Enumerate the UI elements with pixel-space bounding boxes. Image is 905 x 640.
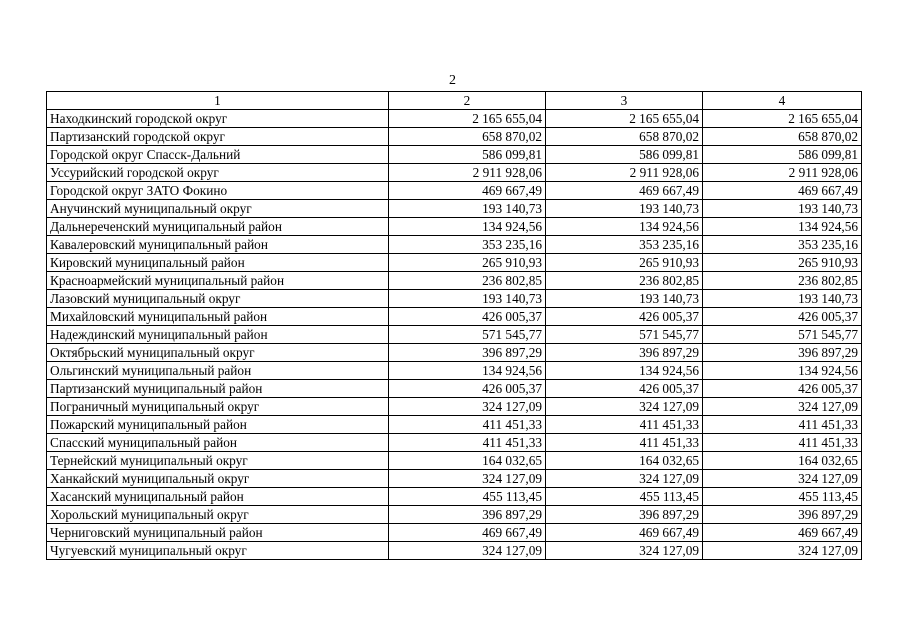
amount-column-2: 469 667,49 (389, 182, 546, 200)
amount-column-2: 236 802,85 (389, 272, 546, 290)
amount-column-2: 396 897,29 (389, 344, 546, 362)
amount-column-2: 426 005,37 (389, 308, 546, 326)
table-row (47, 326, 862, 344)
amount-column-3: 396 897,29 (546, 506, 703, 524)
municipality-name: Октябрьский муниципальный округ (47, 344, 389, 362)
municipality-name: Партизанский городской округ (47, 128, 389, 146)
municipality-name: Пограничный муниципальный округ (47, 398, 389, 416)
table-row (47, 146, 862, 164)
column-header-3: 3 (546, 92, 703, 110)
amount-column-3: 236 802,85 (546, 272, 703, 290)
amount-column-3: 134 924,56 (546, 362, 703, 380)
table-row (47, 128, 862, 146)
amount-column-2: 571 545,77 (389, 326, 546, 344)
amount-column-3: 658 870,02 (546, 128, 703, 146)
municipality-name: Уссурийский городской округ (47, 164, 389, 182)
amount-column-4: 193 140,73 (703, 200, 862, 218)
municipality-name: Лазовский муниципальный округ (47, 290, 389, 308)
municipality-name: Ольгинский муниципальный район (47, 362, 389, 380)
municipality-name: Спасский муниципальный район (47, 434, 389, 452)
amount-column-4: 236 802,85 (703, 272, 862, 290)
table-body (47, 110, 862, 560)
table-row (47, 488, 862, 506)
table-row (47, 434, 862, 452)
amount-column-3: 586 099,81 (546, 146, 703, 164)
table-row (47, 344, 862, 362)
amount-column-3: 324 127,09 (546, 398, 703, 416)
amount-column-4: 411 451,33 (703, 434, 862, 452)
amount-column-4: 469 667,49 (703, 524, 862, 542)
amount-column-4: 324 127,09 (703, 470, 862, 488)
amount-column-4: 324 127,09 (703, 542, 862, 560)
amount-column-2: 2 911 928,06 (389, 164, 546, 182)
municipality-name: Кавалеровский муниципальный район (47, 236, 389, 254)
municipality-name: Чугуевский муниципальный округ (47, 542, 389, 560)
column-header-1: 1 (47, 92, 389, 110)
table-row (47, 398, 862, 416)
amount-column-3: 164 032,65 (546, 452, 703, 470)
amount-column-4: 324 127,09 (703, 398, 862, 416)
amount-column-2: 193 140,73 (389, 290, 546, 308)
amount-column-2: 324 127,09 (389, 542, 546, 560)
amount-column-4: 2 165 655,04 (703, 110, 862, 128)
amount-column-2: 396 897,29 (389, 506, 546, 524)
column-header-4: 4 (703, 92, 862, 110)
amount-column-3: 411 451,33 (546, 434, 703, 452)
table-row (47, 308, 862, 326)
amount-column-2: 193 140,73 (389, 200, 546, 218)
amount-column-4: 134 924,56 (703, 218, 862, 236)
amount-column-2: 324 127,09 (389, 470, 546, 488)
amount-column-2: 455 113,45 (389, 488, 546, 506)
municipality-name: Ханкайский муниципальный округ (47, 470, 389, 488)
table-row (47, 506, 862, 524)
column-header-2: 2 (389, 92, 546, 110)
amount-column-4: 396 897,29 (703, 506, 862, 524)
amount-column-2: 134 924,56 (389, 362, 546, 380)
table-row (47, 362, 862, 380)
amount-column-3: 193 140,73 (546, 290, 703, 308)
amount-column-3: 324 127,09 (546, 542, 703, 560)
municipality-name: Тернейский муниципальный округ (47, 452, 389, 470)
amount-column-2: 2 165 655,04 (389, 110, 546, 128)
amount-column-4: 586 099,81 (703, 146, 862, 164)
table-row (47, 452, 862, 470)
municipality-name: Пожарский муниципальный район (47, 416, 389, 434)
amount-column-2: 411 451,33 (389, 416, 546, 434)
amount-column-4: 134 924,56 (703, 362, 862, 380)
amount-column-2: 353 235,16 (389, 236, 546, 254)
amount-column-4: 193 140,73 (703, 290, 862, 308)
amount-column-3: 2 911 928,06 (546, 164, 703, 182)
municipality-name: Кировский муниципальный район (47, 254, 389, 272)
amount-column-4: 426 005,37 (703, 308, 862, 326)
amount-column-3: 455 113,45 (546, 488, 703, 506)
table-row (47, 542, 862, 560)
table-row (47, 524, 862, 542)
table-row (47, 164, 862, 182)
table-row (47, 110, 862, 128)
table-row (47, 272, 862, 290)
table-row (47, 182, 862, 200)
table-row (47, 236, 862, 254)
amount-column-3: 469 667,49 (546, 524, 703, 542)
amount-column-2: 469 667,49 (389, 524, 546, 542)
amount-column-3: 353 235,16 (546, 236, 703, 254)
amount-column-3: 426 005,37 (546, 308, 703, 326)
table-row (47, 290, 862, 308)
table-row (47, 200, 862, 218)
amount-column-4: 469 667,49 (703, 182, 862, 200)
amount-column-3: 134 924,56 (546, 218, 703, 236)
amount-column-3: 469 667,49 (546, 182, 703, 200)
municipality-name: Партизанский муниципальный район (47, 380, 389, 398)
amount-column-3: 193 140,73 (546, 200, 703, 218)
municipality-name: Михайловский муниципальный район (47, 308, 389, 326)
municipality-name: Находкинский городской округ (47, 110, 389, 128)
table-header (47, 92, 862, 110)
amount-column-2: 586 099,81 (389, 146, 546, 164)
amount-column-4: 411 451,33 (703, 416, 862, 434)
amount-column-3: 571 545,77 (546, 326, 703, 344)
amount-column-4: 426 005,37 (703, 380, 862, 398)
amount-column-4: 2 911 928,06 (703, 164, 862, 182)
amount-column-3: 2 165 655,04 (546, 110, 703, 128)
amount-column-2: 134 924,56 (389, 218, 546, 236)
municipality-name: Надеждинский муниципальный район (47, 326, 389, 344)
municipality-name: Городской округ Спасск-Дальний (47, 146, 389, 164)
amount-column-2: 411 451,33 (389, 434, 546, 452)
page-number: 2 (449, 73, 456, 88)
amount-column-3: 411 451,33 (546, 416, 703, 434)
amount-column-2: 164 032,65 (389, 452, 546, 470)
amount-column-4: 353 235,16 (703, 236, 862, 254)
table-row (47, 380, 862, 398)
amount-column-4: 164 032,65 (703, 452, 862, 470)
municipality-name: Черниговский муниципальный район (47, 524, 389, 542)
amount-column-3: 324 127,09 (546, 470, 703, 488)
table-row (47, 470, 862, 488)
amount-column-2: 426 005,37 (389, 380, 546, 398)
municipality-name: Хасанский муниципальный район (47, 488, 389, 506)
municipality-name: Городской округ ЗАТО Фокино (47, 182, 389, 200)
budget-allocation-table (46, 91, 862, 560)
amount-column-3: 265 910,93 (546, 254, 703, 272)
table-row (47, 254, 862, 272)
table-row (47, 218, 862, 236)
amount-column-4: 455 113,45 (703, 488, 862, 506)
amount-column-4: 658 870,02 (703, 128, 862, 146)
amount-column-3: 396 897,29 (546, 344, 703, 362)
amount-column-2: 265 910,93 (389, 254, 546, 272)
municipality-name: Хорольский муниципальный округ (47, 506, 389, 524)
amount-column-4: 571 545,77 (703, 326, 862, 344)
municipality-name: Анучинский муниципальный округ (47, 200, 389, 218)
amount-column-2: 324 127,09 (389, 398, 546, 416)
header-row (47, 92, 862, 110)
municipality-name: Дальнереченский муниципальный район (47, 218, 389, 236)
amount-column-4: 265 910,93 (703, 254, 862, 272)
amount-column-4: 396 897,29 (703, 344, 862, 362)
amount-column-2: 658 870,02 (389, 128, 546, 146)
amount-column-3: 426 005,37 (546, 380, 703, 398)
municipality-name: Красноармейский муниципальный район (47, 272, 389, 290)
table-row (47, 416, 862, 434)
